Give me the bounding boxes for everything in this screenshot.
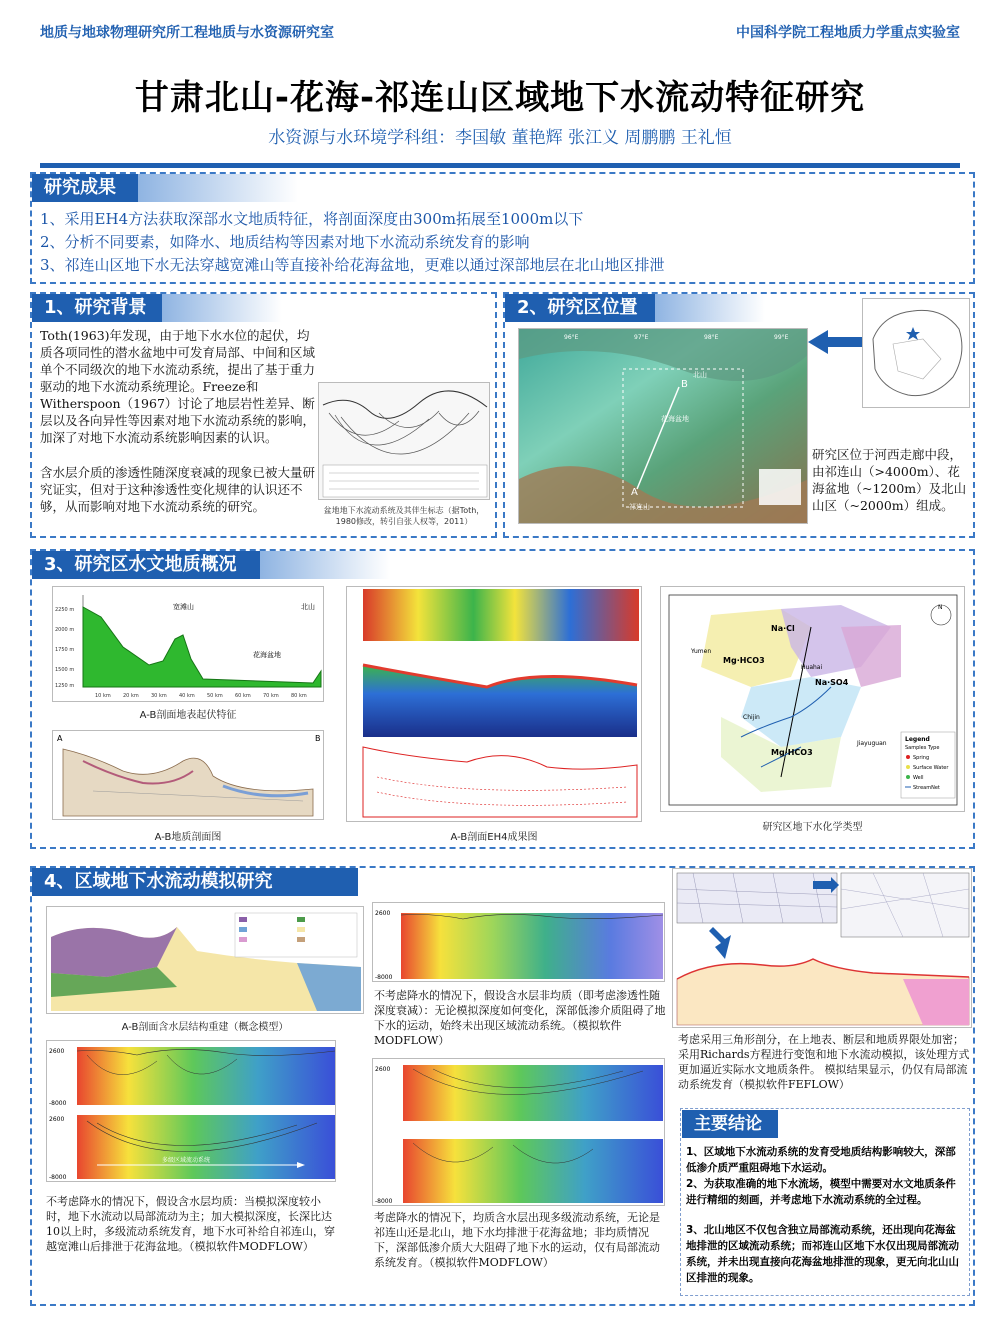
- eh4-caption: A-B剖面EH4成果图: [450, 832, 538, 843]
- geologic-section-caption: A-B地质剖面图: [154, 832, 222, 843]
- conceptual-model-caption: A-B剖面含水层结构重建（概念模型）: [121, 1022, 289, 1033]
- location-description: 研究区位于河西走廊中段，由祁连山（>4000m）、花海盆地（~1200m）及北山山区（~2000m）组成。: [812, 447, 967, 513]
- background-para-1: Toth(1963)年发现，由于地下水水位的起伏，均质各项同性的潜水盆地中可发育局部、中间和区域单个不同级次的地下水流动系统，提出了基于重力驱动的地下水流动系统理论。Freeze和Witherspoon（1967）讨论了地层岩性差异、断层以及各向异性等因素对地下水流动系统的影响，加深了对地下水流动系统影响因素的认识。: [40, 328, 316, 445]
- model-tick: -8000: [49, 1174, 67, 1181]
- location-heading: 2、研究区位置: [505, 294, 655, 322]
- inset-pointer-arrow-icon: [808, 330, 862, 354]
- authors-line: 水资源与水环境学科组：李国敏 董艳辉 张江义 周鹏鹏 王礼恒: [268, 128, 732, 148]
- profile-xtick: 10 km: [95, 693, 111, 699]
- legend-subtitle: Samples Type: [905, 745, 940, 751]
- place-label: Yumen: [691, 648, 712, 655]
- place-label: Huahai: [801, 664, 823, 671]
- map-huahai-label: 花海盆地: [661, 415, 689, 423]
- study-area-map: [518, 328, 808, 524]
- chem-type-label: Mg·HCO3: [723, 656, 765, 665]
- background-heading-tail: [162, 294, 282, 322]
- legend-title: Legend: [905, 736, 930, 743]
- profile-xtick: 20 km: [123, 693, 139, 699]
- model-tick: -8000: [49, 1100, 67, 1107]
- profile-xtick: 40 km: [179, 693, 195, 699]
- nonhomogeneous-model-figure: [372, 902, 665, 982]
- hydrochemistry-caption: 研究区地下水化学类型: [762, 822, 863, 833]
- profile-ytick: 1250 m: [55, 683, 75, 689]
- rainfall-model-figure: [372, 1058, 665, 1206]
- profile-xtick: 60 km: [235, 693, 251, 699]
- title-divider: [40, 163, 960, 168]
- place-label: Chijin: [743, 714, 760, 721]
- legend-item: Surface Water: [913, 765, 949, 771]
- chem-type-label: Na·Cl: [771, 624, 795, 633]
- profile-beishan-label: 北山: [301, 603, 315, 611]
- nonhomogeneous-description: 不考虑降水的情况下，假设含水层非均质（即考虑渗透性随深度衰减）：无论模拟深度如何变化，深部低渗介质阻碍了地下水的运动，始终未出现区域流动系统。（模拟软件MODFLOW）: [374, 989, 666, 1047]
- feflow-description: 考虑采用三角形剖分，在上地表、断层和地质界限处加密；采用Richards方程进行变饱和地下水流动模拟，该处理方式更加逼近实际水文地质条件。 模拟结果显示，仍仅有局部流动系统发育（模拟软件FEFLOW）: [678, 1033, 970, 1091]
- toth-flow-system-figure: [318, 382, 490, 500]
- model-tick: 2600: [375, 910, 391, 917]
- background-para-2: 含水层介质的渗透性随深度衰减的现象已被大量研究证实，但对于这种渗透性变化规律的认识还不够，从而影响对地下水流动系统的研究。: [40, 465, 316, 514]
- model-tick: 2600: [49, 1116, 65, 1123]
- map-lon-99: 99°E: [774, 334, 789, 341]
- conceptual-model-figure: [46, 906, 364, 1014]
- profile-xtick: 50 km: [207, 693, 223, 699]
- legend-item: StreamNet: [913, 785, 940, 791]
- ab-elevation-profile: [52, 586, 324, 702]
- profile-xtick: 70 km: [263, 693, 279, 699]
- model-tick: -8000: [375, 1198, 393, 1205]
- map-lon-98: 98°E: [704, 334, 719, 341]
- rainfall-description: 考虑降水的情况下，均质含水层出现多级流动系统，无论是祁连山还是北山，地下水均排泄于花海盆地；非均质情况下，深部低渗介质大大阻碍了地下水的运动，仅有局部流动系统发育。（模拟软件MODFLOW）: [374, 1211, 660, 1269]
- svg-text:N: N: [938, 604, 943, 611]
- feflow-mesh-figure: [672, 868, 972, 1028]
- study-area-star-icon: [906, 327, 920, 340]
- background-heading: 1、研究背景: [32, 294, 162, 322]
- map-lon-96: 96°E: [564, 334, 579, 341]
- legend-item: Well: [913, 775, 924, 781]
- left-org-label: 地质与地球物理研究所工程地质与水资源研究室: [40, 25, 334, 41]
- profile-ytick: 1750 m: [55, 647, 75, 653]
- profile-xtick: 30 km: [151, 693, 167, 699]
- map-qilian-label: 祁连山: [629, 503, 650, 511]
- model-tick: 2600: [49, 1048, 65, 1055]
- svg-text:B: B: [315, 734, 321, 743]
- chem-type-label: Mg·HCO3: [771, 748, 813, 757]
- elevation-profile-caption: A-B剖面地表起伏特征: [139, 710, 237, 721]
- hydrochemistry-map: [660, 586, 965, 812]
- place-label: Jiayuguan: [857, 740, 887, 747]
- profile-ytick: 2250 m: [55, 607, 75, 613]
- conclusion-heading: 主要结论: [682, 1110, 778, 1138]
- results-heading: 研究成果: [32, 174, 138, 202]
- location-heading-tail: [655, 294, 765, 322]
- profile-kuantan-label: 宽滩山: [173, 603, 194, 611]
- model-tick: -8000: [375, 974, 393, 981]
- model-tick: 2600: [375, 1066, 391, 1073]
- profile-huahai-label: 花海盆地: [253, 651, 281, 659]
- legend-item: Spring: [913, 755, 930, 761]
- homogeneous-model-figure: [46, 1040, 336, 1182]
- profile-ytick: 1500 m: [55, 667, 75, 673]
- homogeneous-description: 不考虑降水的情况下，假设含水层均质：当模拟深度较小时，地下水流动以局部流动为主；加大模拟深度，长深比达10以上时，多级流动系统发育，地下水可补给自祁连山，穿越宽滩山后排泄于花海盆地。（模拟软件MODFLOW）: [46, 1195, 335, 1253]
- multi-flow-label: 多级区域流动系统: [162, 1157, 211, 1164]
- results-heading-tail: [138, 174, 298, 202]
- result-item-1: 1、采用EH4方法获取深部水文地质特征，将剖面深度由300m拓展至1000m以下: [40, 210, 584, 228]
- china-inset-map: [862, 298, 970, 408]
- conclusion-item-3: 3、北山地区不仅包含独立局部流动系统，还出现向花海盆地排泄的区域流动系统；而祁连山区地下水仅出现局部流动系统，并未出现直接向花海盆地排泄的现象，更无向北山山区排泄的现象。: [686, 1224, 959, 1284]
- result-item-3: 3、祁连山区地下水无法穿越宽滩山等直接补给花海盆地，更难以通过深部地层在北山地区排泄: [40, 256, 665, 274]
- ab-geologic-section: [52, 730, 324, 820]
- map-beishan-label: 北山: [693, 371, 707, 379]
- up-arrow-icon: [709, 927, 731, 959]
- map-point-a: A: [631, 487, 638, 498]
- profile-xtick: 80 km: [291, 693, 307, 699]
- hydro-heading-tail: [260, 551, 390, 579]
- conclusion-item-1: 1、区域地下水流动系统的发育受地质结构影响较大，深部低渗介质严重阻碍地下水运动。: [686, 1146, 956, 1174]
- map-lon-97: 97°E: [634, 334, 649, 341]
- conclusion-item-2: 2、为获取准确的地下水流场，模型中需要对水文地质条件进行精细的刻画，并考虑地下水流动系统的全过程。: [686, 1178, 956, 1206]
- hydro-heading: 3、研究区水文地质概况: [32, 551, 260, 579]
- result-item-2: 2、分析不同要素，如降水、地质结构等因素对地下水流动系统发育的影响: [40, 233, 530, 251]
- poster-title: 甘肃北山-花海-祁连山区域地下水流动特征研究: [134, 78, 866, 118]
- profile-ytick: 2000 m: [55, 627, 75, 633]
- right-org-label: 中国科学院工程地质力学重点实验室: [736, 25, 960, 41]
- map-point-b: B: [681, 379, 688, 390]
- chem-type-label: Na·SO4: [815, 678, 849, 687]
- svg-text:A: A: [57, 734, 63, 743]
- eh4-result-figure: [346, 586, 642, 822]
- model-heading: 4、区域地下水流动模拟研究: [32, 868, 358, 896]
- toth-figure-caption: 盆地地下水流动系统及其伴生标志（据Toth，1980修改，转引自张人权等，2011）: [323, 506, 485, 526]
